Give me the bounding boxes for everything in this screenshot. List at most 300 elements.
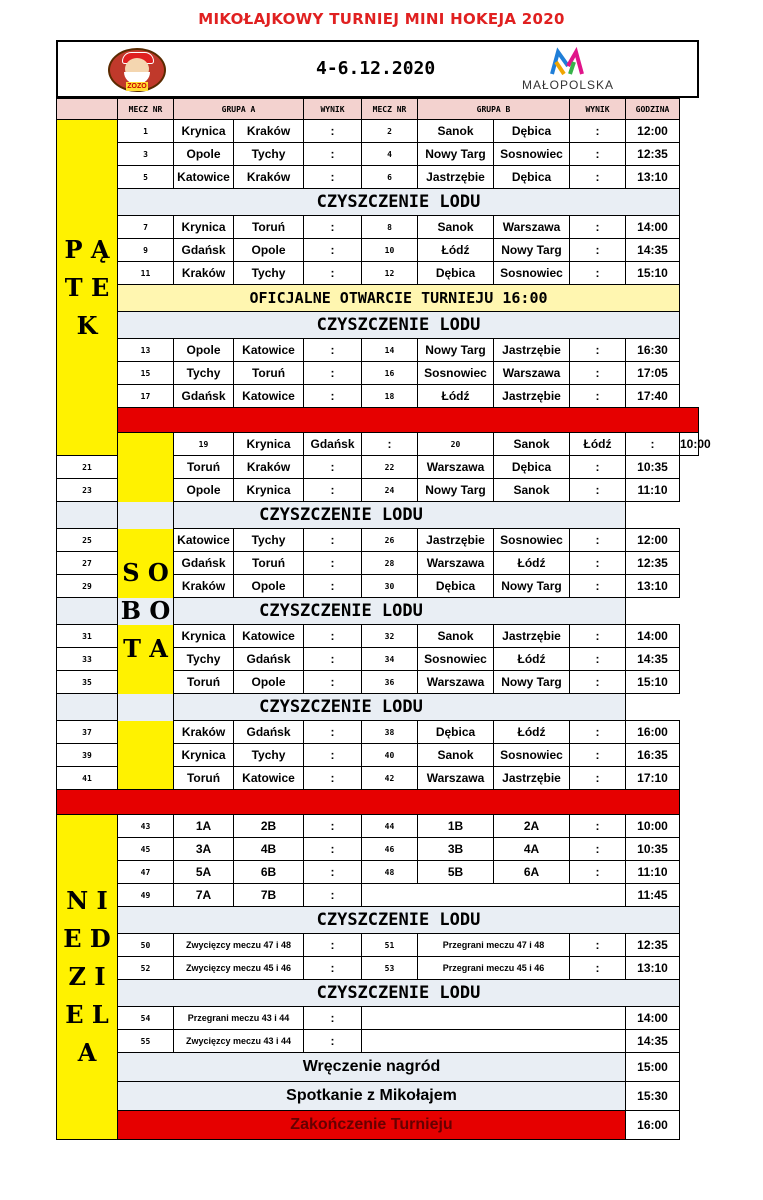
match-nr-a: 27 (57, 552, 118, 575)
team-b2: Sosnowiec (494, 744, 570, 767)
match-hour: 12:00 (626, 120, 680, 143)
team-b2: Sanok (494, 479, 570, 502)
result-a: : (304, 648, 362, 671)
match-nr-b: 14 (362, 339, 418, 362)
match-hour: 16:00 (626, 721, 680, 744)
match-nr-b: 30 (362, 575, 418, 598)
team-b2: Dębica (494, 456, 570, 479)
result-a: : (304, 120, 362, 143)
team-a1: Tychy (174, 648, 234, 671)
team-b1: Warszawa (418, 671, 494, 694)
result-a: : (304, 744, 362, 767)
team-a1: Kraków (174, 262, 234, 285)
team-a2: Kraków (234, 166, 304, 189)
match-nr-b: 20 (418, 433, 494, 456)
match-nr-a: 45 (118, 838, 174, 861)
result-b: : (570, 385, 626, 408)
ice-cleaning: CZYSZCZENIE LODU (57, 502, 626, 529)
result-b: : (570, 744, 626, 767)
match-row (57, 838, 699, 861)
match-hour: 10:00 (626, 815, 680, 838)
result-a: : (304, 625, 362, 648)
match-row (57, 262, 699, 285)
result-b: : (570, 838, 626, 861)
result-a: : (304, 456, 362, 479)
team-a1: Krynica (174, 744, 234, 767)
result-a: : (304, 239, 362, 262)
header-row (57, 99, 699, 120)
result-a: : (304, 575, 362, 598)
match-nr-a: 15 (118, 362, 174, 385)
match-nr-a: 31 (57, 625, 118, 648)
match-nr-a: 25 (57, 529, 118, 552)
team-a1: Krynica (174, 120, 234, 143)
match-nr-a: 47 (118, 861, 174, 884)
final-match-row (57, 957, 699, 980)
pair-b: Przegrani meczu 45 i 46 (418, 957, 570, 980)
team-b1: Nowy Targ (418, 339, 494, 362)
closing-row (57, 1082, 699, 1111)
match-nr-b: 46 (362, 838, 418, 861)
match-row (57, 239, 699, 262)
team-a2: Gdańsk (234, 721, 304, 744)
match-hour: 14:35 (626, 1030, 680, 1053)
team-b2: Nowy Targ (494, 575, 570, 598)
match-nr-b: 22 (362, 456, 418, 479)
day-divider-bar (57, 790, 680, 815)
result-a: : (304, 721, 362, 744)
closing-hour: 16:00 (626, 1111, 680, 1140)
result-b: : (570, 861, 626, 884)
team-a1: Tychy (174, 362, 234, 385)
result-b: : (570, 529, 626, 552)
team-b1: Sanok (494, 433, 570, 456)
closing-event: Spotkanie z Mikołajem (118, 1082, 626, 1111)
team-a1: Opole (174, 143, 234, 166)
closing-event: Zakończenie Turnieju (118, 1111, 626, 1140)
match-row (57, 362, 699, 385)
team-b2: 2A (494, 815, 570, 838)
result-a: : (304, 339, 362, 362)
ice-cleaning: CZYSZCZENIE LODU (118, 980, 680, 1007)
team-b2: Jastrzębie (494, 767, 570, 790)
result-b: : (570, 767, 626, 790)
match-nr-a: 37 (57, 721, 118, 744)
header-match-nr-a: MECZ NR (118, 99, 174, 120)
result-a: : (304, 385, 362, 408)
team-a2: 7B (234, 884, 304, 907)
team-a1: Krynica (174, 625, 234, 648)
team-a2: Tychy (234, 529, 304, 552)
team-a1: Krynica (234, 433, 304, 456)
pair-a: Zwycięzcy meczu 43 i 44 (174, 1030, 304, 1053)
result-b: : (626, 433, 680, 456)
team-a2: Toruń (234, 216, 304, 239)
team-a2: Katowice (234, 339, 304, 362)
team-b1: Sanok (418, 216, 494, 239)
match-hour: 14:00 (626, 625, 680, 648)
team-b1: Warszawa (418, 456, 494, 479)
team-a1: Gdańsk (174, 239, 234, 262)
team-b2: Warszawa (494, 216, 570, 239)
ice-cleaning-row (57, 189, 699, 216)
official-opening: OFICJALNE OTWARCIE TURNIEJU 16:00 (118, 285, 680, 312)
team-b1: Dębica (418, 721, 494, 744)
match-nr-a: 11 (118, 262, 174, 285)
final-match-row (57, 934, 699, 957)
closing-hour: 15:00 (626, 1053, 680, 1082)
result-a: : (304, 362, 362, 385)
match-nr-a: 54 (118, 1007, 174, 1030)
malopolska-m-icon (508, 48, 628, 78)
match-hour: 11:45 (626, 884, 680, 907)
pair-b: Przegrani meczu 47 i 48 (418, 934, 570, 957)
match-nr-a: 35 (57, 671, 118, 694)
result-b: : (570, 575, 626, 598)
empty-cell (362, 1030, 626, 1053)
match-hour: 17:40 (626, 385, 680, 408)
match-nr-a: 21 (57, 456, 118, 479)
ice-cleaning-row (57, 907, 699, 934)
official-opening-row (57, 285, 699, 312)
result-b: : (570, 143, 626, 166)
team-b1: 3B (418, 838, 494, 861)
match-hour: 14:00 (626, 216, 680, 239)
match-nr-a: 39 (57, 744, 118, 767)
result-a: : (304, 767, 362, 790)
result-a: : (362, 433, 418, 456)
match-hour: 10:35 (626, 838, 680, 861)
result-b: : (570, 166, 626, 189)
match-nr-a: 17 (118, 385, 174, 408)
malopolska-wordmark: MAŁOPOLSKA (521, 78, 615, 92)
result-a: : (304, 671, 362, 694)
result-b: : (570, 362, 626, 385)
team-b1: Jastrzębie (418, 529, 494, 552)
result-b: : (570, 120, 626, 143)
match-nr-a: 1 (118, 120, 174, 143)
header-result-a: WYNIK (304, 99, 362, 120)
team-b2: Dębica (494, 166, 570, 189)
team-a2: Kraków (234, 120, 304, 143)
team-b2: Łódź (494, 552, 570, 575)
team-a2: Toruń (234, 552, 304, 575)
match-nr-a: 55 (118, 1030, 174, 1053)
match-nr-a: 50 (118, 934, 174, 957)
logo-tag: ZOZO (127, 83, 147, 90)
team-a2: 6B (234, 861, 304, 884)
ice-cleaning-row (57, 980, 699, 1007)
team-a2: Tychy (234, 744, 304, 767)
result-a: : (304, 1007, 362, 1030)
match-hour: 11:10 (626, 479, 680, 502)
result-b: : (570, 339, 626, 362)
match-nr-a: 52 (118, 957, 174, 980)
team-b2: Nowy Targ (494, 239, 570, 262)
ice-cleaning: CZYSZCZENIE LODU (118, 907, 680, 934)
team-a2: Gdańsk (304, 433, 362, 456)
team-a1: 3A (174, 838, 234, 861)
day-label-friday: P Ą T E K (57, 120, 118, 456)
team-b2: Jastrzębie (494, 625, 570, 648)
day-divider-bar (118, 408, 699, 433)
day-divider (57, 790, 699, 815)
team-a1: Gdańsk (174, 552, 234, 575)
match-nr-b: 32 (362, 625, 418, 648)
malopolska-logo (508, 48, 628, 94)
match-row (57, 120, 699, 143)
team-a2: Opole (234, 671, 304, 694)
result-a: : (304, 861, 362, 884)
match-nr-b: 24 (362, 479, 418, 502)
header-group-a: GRUPA A (174, 99, 304, 120)
team-a2: Katowice (234, 385, 304, 408)
header-box (56, 40, 699, 98)
match-nr-b: 16 (362, 362, 418, 385)
team-b1: Łódź (418, 239, 494, 262)
final-match-row (57, 1030, 699, 1053)
match-nr-b: 6 (362, 166, 418, 189)
result-a: : (304, 934, 362, 957)
match-row (57, 385, 699, 408)
team-a2: Gdańsk (234, 648, 304, 671)
ice-cleaning: CZYSZCZENIE LODU (57, 598, 626, 625)
match-row (57, 433, 699, 456)
match-hour: 12:35 (626, 934, 680, 957)
ice-cleaning: CZYSZCZENIE LODU (118, 312, 680, 339)
match-row (57, 339, 699, 362)
team-b1: Sanok (418, 120, 494, 143)
team-b1: Sosnowiec (418, 362, 494, 385)
team-a2: Tychy (234, 262, 304, 285)
result-b: : (570, 648, 626, 671)
match-nr-a: 13 (118, 339, 174, 362)
team-b2: Warszawa (494, 362, 570, 385)
team-a1: Kraków (174, 575, 234, 598)
match-hour: 12:00 (626, 529, 680, 552)
day-divider (57, 408, 699, 433)
result-b: : (570, 239, 626, 262)
team-b2: Dębica (494, 120, 570, 143)
team-b1: Dębica (418, 262, 494, 285)
match-nr-a: 33 (57, 648, 118, 671)
team-b2: Łódź (494, 721, 570, 744)
match-hour: 16:35 (626, 744, 680, 767)
match-nr-a: 5 (118, 166, 174, 189)
match-nr-a: 29 (57, 575, 118, 598)
match-hour: 13:10 (626, 957, 680, 980)
ice-cleaning-row (57, 312, 699, 339)
result-b: : (570, 625, 626, 648)
result-a: : (304, 957, 362, 980)
closing-hour: 15:30 (626, 1082, 680, 1111)
team-b1: Łódź (418, 385, 494, 408)
result-b: : (570, 957, 626, 980)
match-row (57, 884, 699, 907)
day-label-saturday: S O B O T A (118, 433, 174, 790)
result-b: : (570, 262, 626, 285)
match-row (57, 861, 699, 884)
closing-row (57, 1111, 699, 1140)
match-nr-b: 26 (362, 529, 418, 552)
team-b2: Sosnowiec (494, 143, 570, 166)
match-hour: 11:10 (626, 861, 680, 884)
day-label-sunday: N I E D Z I E L A (57, 815, 118, 1140)
result-a: : (304, 166, 362, 189)
team-b2: Łódź (494, 648, 570, 671)
team-a2: Opole (234, 239, 304, 262)
match-nr-a: 41 (57, 767, 118, 790)
team-a1: 5A (174, 861, 234, 884)
match-nr-a: 43 (118, 815, 174, 838)
match-nr-b: 42 (362, 767, 418, 790)
team-b1: Dębica (418, 575, 494, 598)
match-nr-b: 51 (362, 934, 418, 957)
team-a2: Tychy (234, 143, 304, 166)
result-a: : (304, 216, 362, 239)
result-b: : (570, 934, 626, 957)
team-a1: Kraków (174, 721, 234, 744)
pair-a: Zwycięzcy meczu 47 i 48 (174, 934, 304, 957)
match-row (57, 166, 699, 189)
team-a1: 1A (174, 815, 234, 838)
team-b2: 6A (494, 861, 570, 884)
team-a2: Katowice (234, 767, 304, 790)
team-a1: Gdańsk (174, 385, 234, 408)
team-b1: 5B (418, 861, 494, 884)
header-result-b: WYNIK (570, 99, 626, 120)
page-title: MIKOŁAJKOWY TURNIEJ MINI HOKEJA 2020 (198, 10, 565, 28)
team-b1: Warszawa (418, 552, 494, 575)
header-hour: GODZINA (626, 99, 680, 120)
match-nr-b: 4 (362, 143, 418, 166)
team-b2: 4A (494, 838, 570, 861)
result-b: : (570, 671, 626, 694)
result-a: : (304, 815, 362, 838)
result-a: : (304, 479, 362, 502)
result-b: : (570, 456, 626, 479)
team-b2: Sosnowiec (494, 529, 570, 552)
tournament-logo (108, 48, 166, 92)
team-b2: Łódź (570, 433, 626, 456)
match-nr-a: 7 (118, 216, 174, 239)
match-hour: 14:35 (626, 239, 680, 262)
match-row (57, 216, 699, 239)
ice-cleaning: CZYSZCZENIE LODU (57, 694, 626, 721)
team-a1: Toruń (174, 456, 234, 479)
match-nr-b: 18 (362, 385, 418, 408)
match-nr-b: 44 (362, 815, 418, 838)
team-a1: Opole (174, 479, 234, 502)
match-nr-b: 48 (362, 861, 418, 884)
closing-row (57, 1053, 699, 1082)
team-a1: Opole (174, 339, 234, 362)
team-a2: 4B (234, 838, 304, 861)
team-a1: 7A (174, 884, 234, 907)
team-b1: Nowy Targ (418, 143, 494, 166)
match-nr-b: 36 (362, 671, 418, 694)
result-b: : (570, 216, 626, 239)
match-nr-a: 3 (118, 143, 174, 166)
match-nr-b: 38 (362, 721, 418, 744)
team-a1: Toruń (174, 671, 234, 694)
match-hour: 10:00 (680, 433, 699, 456)
team-a1: Katowice (174, 166, 234, 189)
result-a: : (304, 529, 362, 552)
empty-cell (362, 1007, 626, 1030)
team-b2: Nowy Targ (494, 671, 570, 694)
match-hour: 13:10 (626, 166, 680, 189)
ice-cleaning: CZYSZCZENIE LODU (118, 189, 680, 216)
match-hour: 12:35 (626, 552, 680, 575)
ice-cleaning-row (57, 694, 699, 721)
tournament-dates: 4-6.12.2020 (316, 58, 436, 79)
team-a2: Toruń (234, 362, 304, 385)
pair-a: Przegrani meczu 43 i 44 (174, 1007, 304, 1030)
team-a1: Krynica (174, 216, 234, 239)
team-b2: Jastrzębie (494, 385, 570, 408)
result-a: : (304, 552, 362, 575)
team-b1: Sanok (418, 625, 494, 648)
match-hour: 16:30 (626, 339, 680, 362)
header-blank (57, 99, 118, 120)
match-hour: 17:05 (626, 362, 680, 385)
result-b: : (570, 815, 626, 838)
team-b1: 1B (418, 815, 494, 838)
match-hour: 10:35 (626, 456, 680, 479)
match-nr-a: 23 (57, 479, 118, 502)
result-a: : (304, 1030, 362, 1053)
match-nr-a: 9 (118, 239, 174, 262)
team-b2: Jastrzębie (494, 339, 570, 362)
match-hour: 14:35 (626, 648, 680, 671)
match-hour: 13:10 (626, 575, 680, 598)
match-nr-b: 28 (362, 552, 418, 575)
schedule-table (56, 98, 711, 1140)
result-a: : (304, 262, 362, 285)
team-a2: Krynica (234, 479, 304, 502)
pair-a: Zwycięzcy meczu 45 i 46 (174, 957, 304, 980)
final-match-row (57, 1007, 699, 1030)
match-row (57, 815, 699, 838)
team-a2: Katowice (234, 625, 304, 648)
team-a1: Katowice (174, 529, 234, 552)
header-group-b: GRUPA B (418, 99, 570, 120)
match-nr-b: 10 (362, 239, 418, 262)
result-a: : (304, 884, 362, 907)
empty-cell (362, 884, 626, 907)
match-hour: 17:10 (626, 767, 680, 790)
result-b: : (570, 721, 626, 744)
match-hour: 15:10 (626, 262, 680, 285)
match-nr-b: 34 (362, 648, 418, 671)
match-hour: 15:10 (626, 671, 680, 694)
match-nr-b: 2 (362, 120, 418, 143)
match-nr-b: 12 (362, 262, 418, 285)
result-a: : (304, 838, 362, 861)
team-b1: Warszawa (418, 767, 494, 790)
team-a1: Toruń (174, 767, 234, 790)
team-b1: Jastrzębie (418, 166, 494, 189)
result-b: : (570, 479, 626, 502)
match-nr-b: 8 (362, 216, 418, 239)
match-nr-b: 53 (362, 957, 418, 980)
team-a2: Kraków (234, 456, 304, 479)
match-row (57, 143, 699, 166)
match-nr-b: 40 (362, 744, 418, 767)
team-b1: Sosnowiec (418, 648, 494, 671)
result-b: : (570, 552, 626, 575)
